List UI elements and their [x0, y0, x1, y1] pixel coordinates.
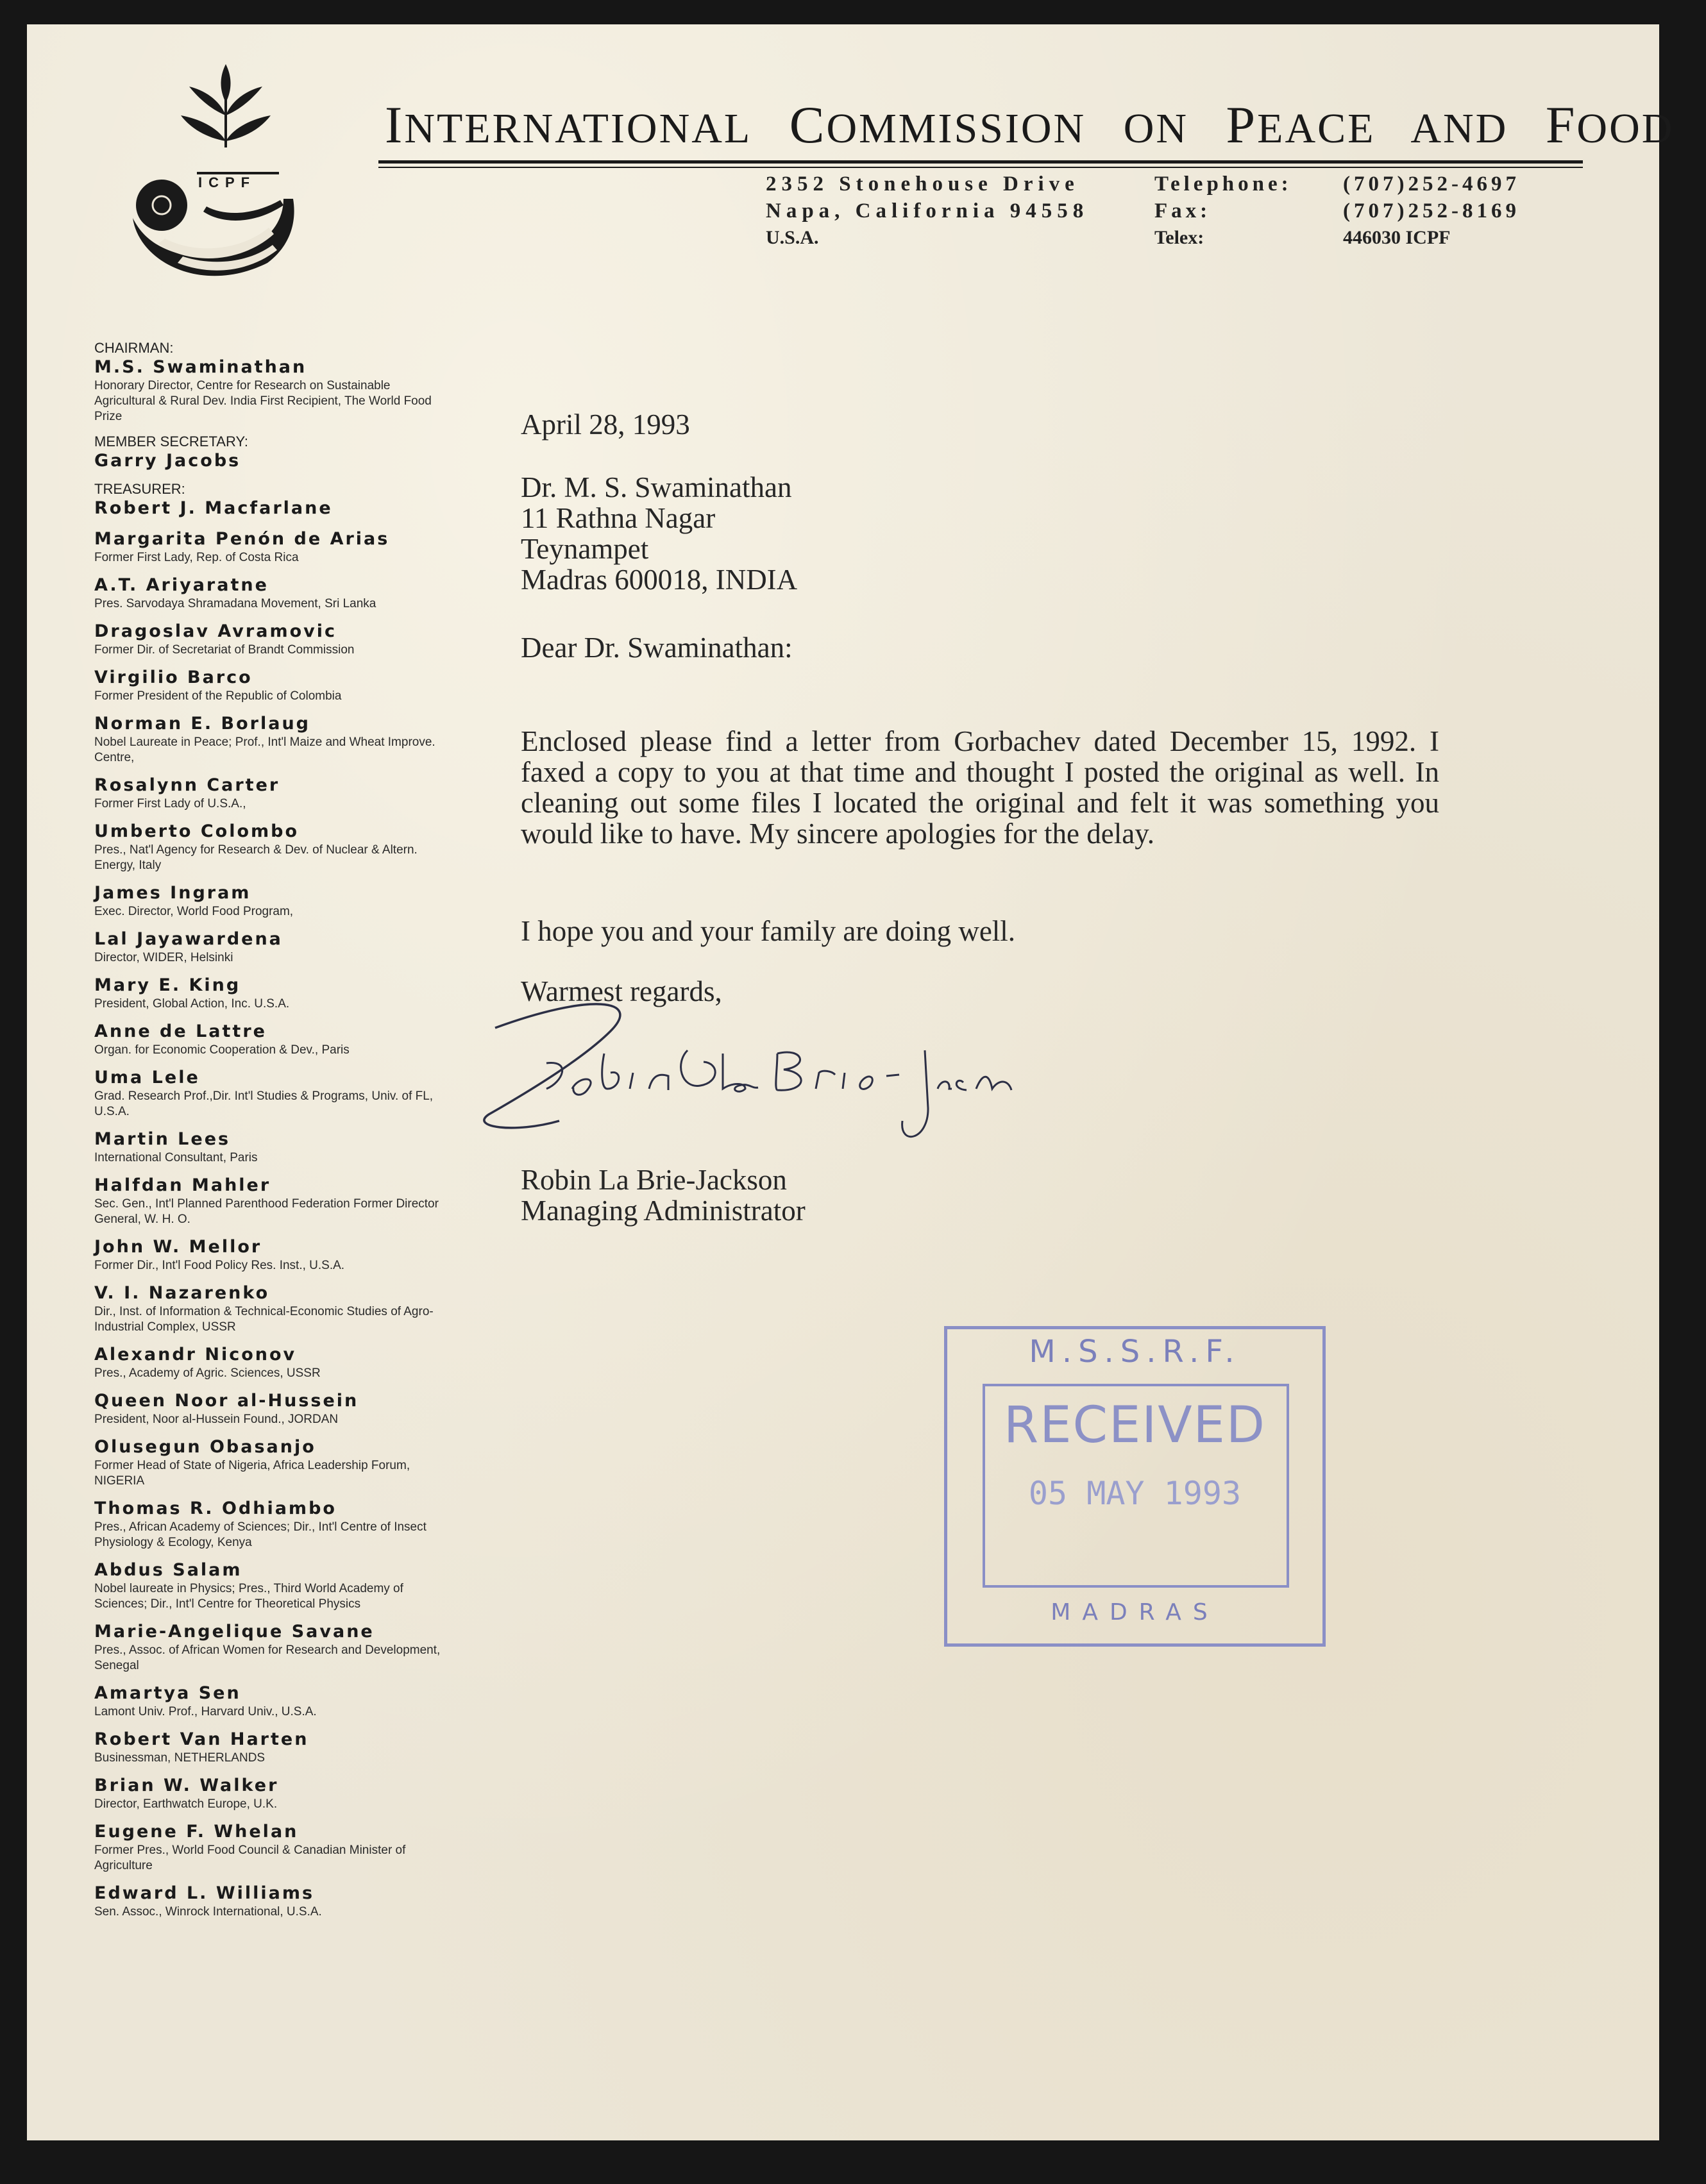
member-desc: Pres., Assoc. of African Women for Research and Development, Senegal — [94, 1643, 441, 1672]
treasurer-heading: TREASURER: — [94, 481, 185, 497]
member-entry — [94, 1498, 453, 1550]
icpf-logo-icon — [101, 51, 306, 295]
letter-page — [27, 24, 1675, 2140]
member-desc: Dir., Inst. of Information & Technical-Economic Studies of Agro-Industrial Complex, USSR — [94, 1305, 434, 1334]
member-desc: Nobel laureate in Physics; Pres., Third World Academy of Sciences; Dir., Int'l Centre for Theoretical Physics — [94, 1582, 403, 1611]
member-desc: Director, Earthwatch Europe, U.K. — [94, 1797, 278, 1811]
member-desc: Former Dir. of Secretariat of Brandt Commission — [94, 643, 355, 657]
received-stamp — [944, 1326, 1326, 1647]
member-entry — [94, 1236, 453, 1273]
address-line-3: U.S.A. — [766, 227, 819, 248]
salutation: Dear Dr. Swaminathan: — [521, 632, 793, 664]
member-entry — [94, 575, 453, 612]
member-desc: Exec. Director, World Food Program, — [94, 905, 294, 918]
member-name: Olusegun Obasanjo — [94, 1437, 316, 1457]
member-desc: Former Pres., World Food Council & Canadian Minister of Agriculture — [94, 1844, 406, 1872]
header-rule — [378, 160, 1583, 164]
member-entry — [94, 821, 453, 873]
address-line-2: Napa, California 94558 — [766, 199, 1089, 223]
secretary-heading: MEMBER SECRETARY: — [94, 433, 249, 449]
member-desc: International Consultant, Paris — [94, 1151, 258, 1164]
member-desc: Nobel Laureate in Peace; Prof., Int'l Maize and Wheat Improve. Centre, — [94, 735, 435, 764]
member-secretary — [94, 450, 453, 472]
member-desc: Former President of the Republic of Colombia — [94, 689, 342, 703]
address-line-1: 2352 Stonehouse Drive — [766, 172, 1079, 196]
body-paragraph-1: Enclosed please find a letter from Gorbachev dated December 15, 1992. I faxed a copy to you at that time and thought I posted the original as well. In cleaning out some files I located the original and felt it was something you would like to have. My sincere apologies for the delay. — [521, 725, 1439, 850]
member-desc: Former First Lady, Rep. of Costa Rica — [94, 551, 299, 564]
member-entry — [94, 1775, 453, 1812]
member-name: Eugene F. Whelan — [94, 1822, 299, 1842]
member-desc: Honorary Director, Centre for Research on Sustainable Agricultural & Rural Dev. India First Recipient, The World Food Prize — [94, 379, 432, 423]
organization-address — [766, 171, 1088, 251]
commission-members-sidebar — [94, 337, 453, 1929]
member-name: Marie-Angelique Savane — [94, 1622, 375, 1642]
recipient-line: Dr. M. S. Swaminathan — [521, 471, 792, 503]
contact-values — [1343, 171, 1520, 251]
contact-labels — [1154, 171, 1292, 251]
member-name: James Ingram — [94, 883, 251, 903]
member-name: Virgilio Barco — [94, 668, 253, 687]
member-entry — [94, 975, 453, 1012]
member-entry — [94, 1883, 453, 1920]
member-entry — [94, 713, 453, 766]
member-entry — [94, 1621, 453, 1674]
member-entry — [94, 775, 453, 812]
member-entry — [94, 1683, 453, 1720]
member-desc: Former Dir., Int'l Food Policy Res. Inst., U.S.A. — [94, 1259, 345, 1272]
fax-label: Fax: — [1154, 199, 1212, 223]
telex-number: 446030 ICPF — [1343, 227, 1451, 248]
member-desc: Pres., Nat'l Agency for Research & Dev. of Nuclear & Altern. Energy, Italy — [94, 843, 418, 872]
member-entry — [94, 667, 453, 704]
member-name: M.S. Swaminathan — [94, 357, 307, 377]
member-name: Amartya Sen — [94, 1683, 241, 1703]
signer-title: Managing Administrator — [521, 1195, 806, 1227]
member-name: Dragoslav Avramovic — [94, 621, 337, 641]
logo-text: ICPF — [198, 174, 257, 190]
member-entry — [94, 621, 453, 658]
stamp-organization: M.S.S.R.F. — [1029, 1334, 1241, 1370]
recipient-line: Teynampet — [521, 533, 649, 565]
member-name: A.T. Ariyaratne — [94, 575, 269, 595]
member-name: Edward L. Williams — [94, 1883, 315, 1903]
member-name: John W. Mellor — [94, 1237, 262, 1257]
member-name: Margarita Penón de Arias — [94, 529, 390, 549]
member-entry — [94, 1729, 453, 1766]
member-entry — [94, 528, 453, 566]
member-entry — [94, 1282, 453, 1335]
stamp-received: RECEIVED — [1004, 1397, 1266, 1454]
member-entry — [94, 1390, 453, 1427]
member-desc: Sen. Assoc., Winrock International, U.S.A. — [94, 1905, 322, 1919]
stamp-location: MADRAS — [1051, 1599, 1219, 1625]
member-desc: President, Noor al-Hussein Found., JORDAN — [94, 1413, 339, 1426]
chairman-heading: CHAIRMAN: — [94, 340, 174, 356]
member-desc: President, Global Action, Inc. U.S.A. — [94, 997, 290, 1011]
member-desc: Pres., African Academy of Sciences; Dir., Int'l Centre of Insect Physiology & Ecology, Kenya — [94, 1520, 426, 1549]
member-desc: Director, WIDER, Helsinki — [94, 951, 233, 964]
organization-title — [385, 95, 1675, 155]
member-name: Rosalynn Carter — [94, 775, 280, 795]
recipient-address — [521, 472, 797, 595]
member-name: Mary E. King — [94, 975, 241, 995]
member-name: Uma Lele — [94, 1068, 200, 1088]
member-name: Robert J. Macfarlane — [94, 498, 333, 518]
member-name: Abdus Salam — [94, 1560, 242, 1580]
title-word: ON — [1123, 105, 1189, 152]
member-name: Thomas R. Odhiambo — [94, 1499, 337, 1518]
member-entry — [94, 882, 453, 920]
member-entry — [94, 1067, 453, 1120]
member-name: V. I. Nazarenko — [94, 1283, 270, 1303]
telex-label: Telex: — [1154, 227, 1204, 248]
title-word: PEACE — [1226, 96, 1376, 154]
member-desc: Former Head of State of Nigeria, Africa Leadership Forum, NIGERIA — [94, 1459, 410, 1488]
letter-date: April 28, 1993 — [521, 408, 690, 441]
handwritten-signature — [476, 993, 1021, 1185]
member-entry — [94, 1175, 453, 1227]
recipient-line: Madras 600018, INDIA — [521, 564, 798, 596]
treasurer — [94, 498, 453, 519]
member-name: Lal Jayawardena — [94, 929, 283, 949]
fax-number: (707)252-8169 — [1343, 199, 1520, 223]
title-word: FOOD — [1545, 96, 1675, 154]
title-word: AND — [1410, 105, 1508, 152]
member-name: Queen Noor al-Hussein — [94, 1391, 359, 1411]
member-desc: Organ. for Economic Cooperation & Dev., Paris — [94, 1043, 350, 1057]
recipient-line: 11 Rathna Nagar — [521, 502, 716, 534]
member-list — [94, 528, 453, 1920]
title-word: INTERNATIONAL — [385, 96, 752, 154]
member-name: Umberto Colombo — [94, 821, 300, 841]
member-name: Brian W. Walker — [94, 1776, 279, 1795]
telephone-number: (707)252-4697 — [1343, 172, 1520, 196]
body-paragraph-2: I hope you and your family are doing well. — [521, 915, 1016, 947]
member-entry — [94, 1821, 453, 1874]
member-desc: Former First Lady of U.S.A., — [94, 797, 246, 811]
header-rule-thin — [378, 167, 1583, 168]
member-entry — [94, 1129, 453, 1166]
member-entry — [94, 1559, 453, 1612]
member-desc: Sec. Gen., Int'l Planned Parenthood Federation Former Director General, W. H. O. — [94, 1197, 439, 1226]
member-name: Robert Van Harten — [94, 1729, 309, 1749]
closing: Warmest regards, — [521, 975, 722, 1007]
member-name: Martin Lees — [94, 1129, 231, 1149]
member-name: Anne de Lattre — [94, 1021, 267, 1041]
member-desc: Lamont Univ. Prof., Harvard Univ., U.S.A. — [94, 1705, 317, 1718]
title-word: COMMISSION — [789, 96, 1086, 154]
member-name: Norman E. Borlaug — [94, 714, 311, 734]
member-desc: Businessman, NETHERLANDS — [94, 1751, 266, 1765]
member-desc: Pres. Sarvodaya Shramadana Movement, Sri Lanka — [94, 597, 376, 610]
member-name: Halfdan Mahler — [94, 1175, 271, 1195]
stamp-date: 05 MAY 1993 — [1028, 1475, 1242, 1512]
member-name: Alexandr Niconov — [94, 1345, 297, 1365]
member-desc: Pres., Academy of Agric. Sciences, USSR — [94, 1366, 321, 1380]
member-entry — [94, 1344, 453, 1381]
member-entry — [94, 928, 453, 966]
member-name: Garry Jacobs — [94, 451, 241, 471]
member-desc: Grad. Research Prof.,Dir. Int'l Studies & Programs, Univ. of FL, U.S.A. — [94, 1089, 434, 1118]
member-entry — [94, 1436, 453, 1489]
signer-name: Robin La Brie-Jackson — [521, 1164, 787, 1196]
chairman — [94, 357, 453, 424]
signer-block — [521, 1164, 806, 1226]
member-entry — [94, 1021, 453, 1058]
telephone-label: Telephone: — [1154, 172, 1292, 196]
